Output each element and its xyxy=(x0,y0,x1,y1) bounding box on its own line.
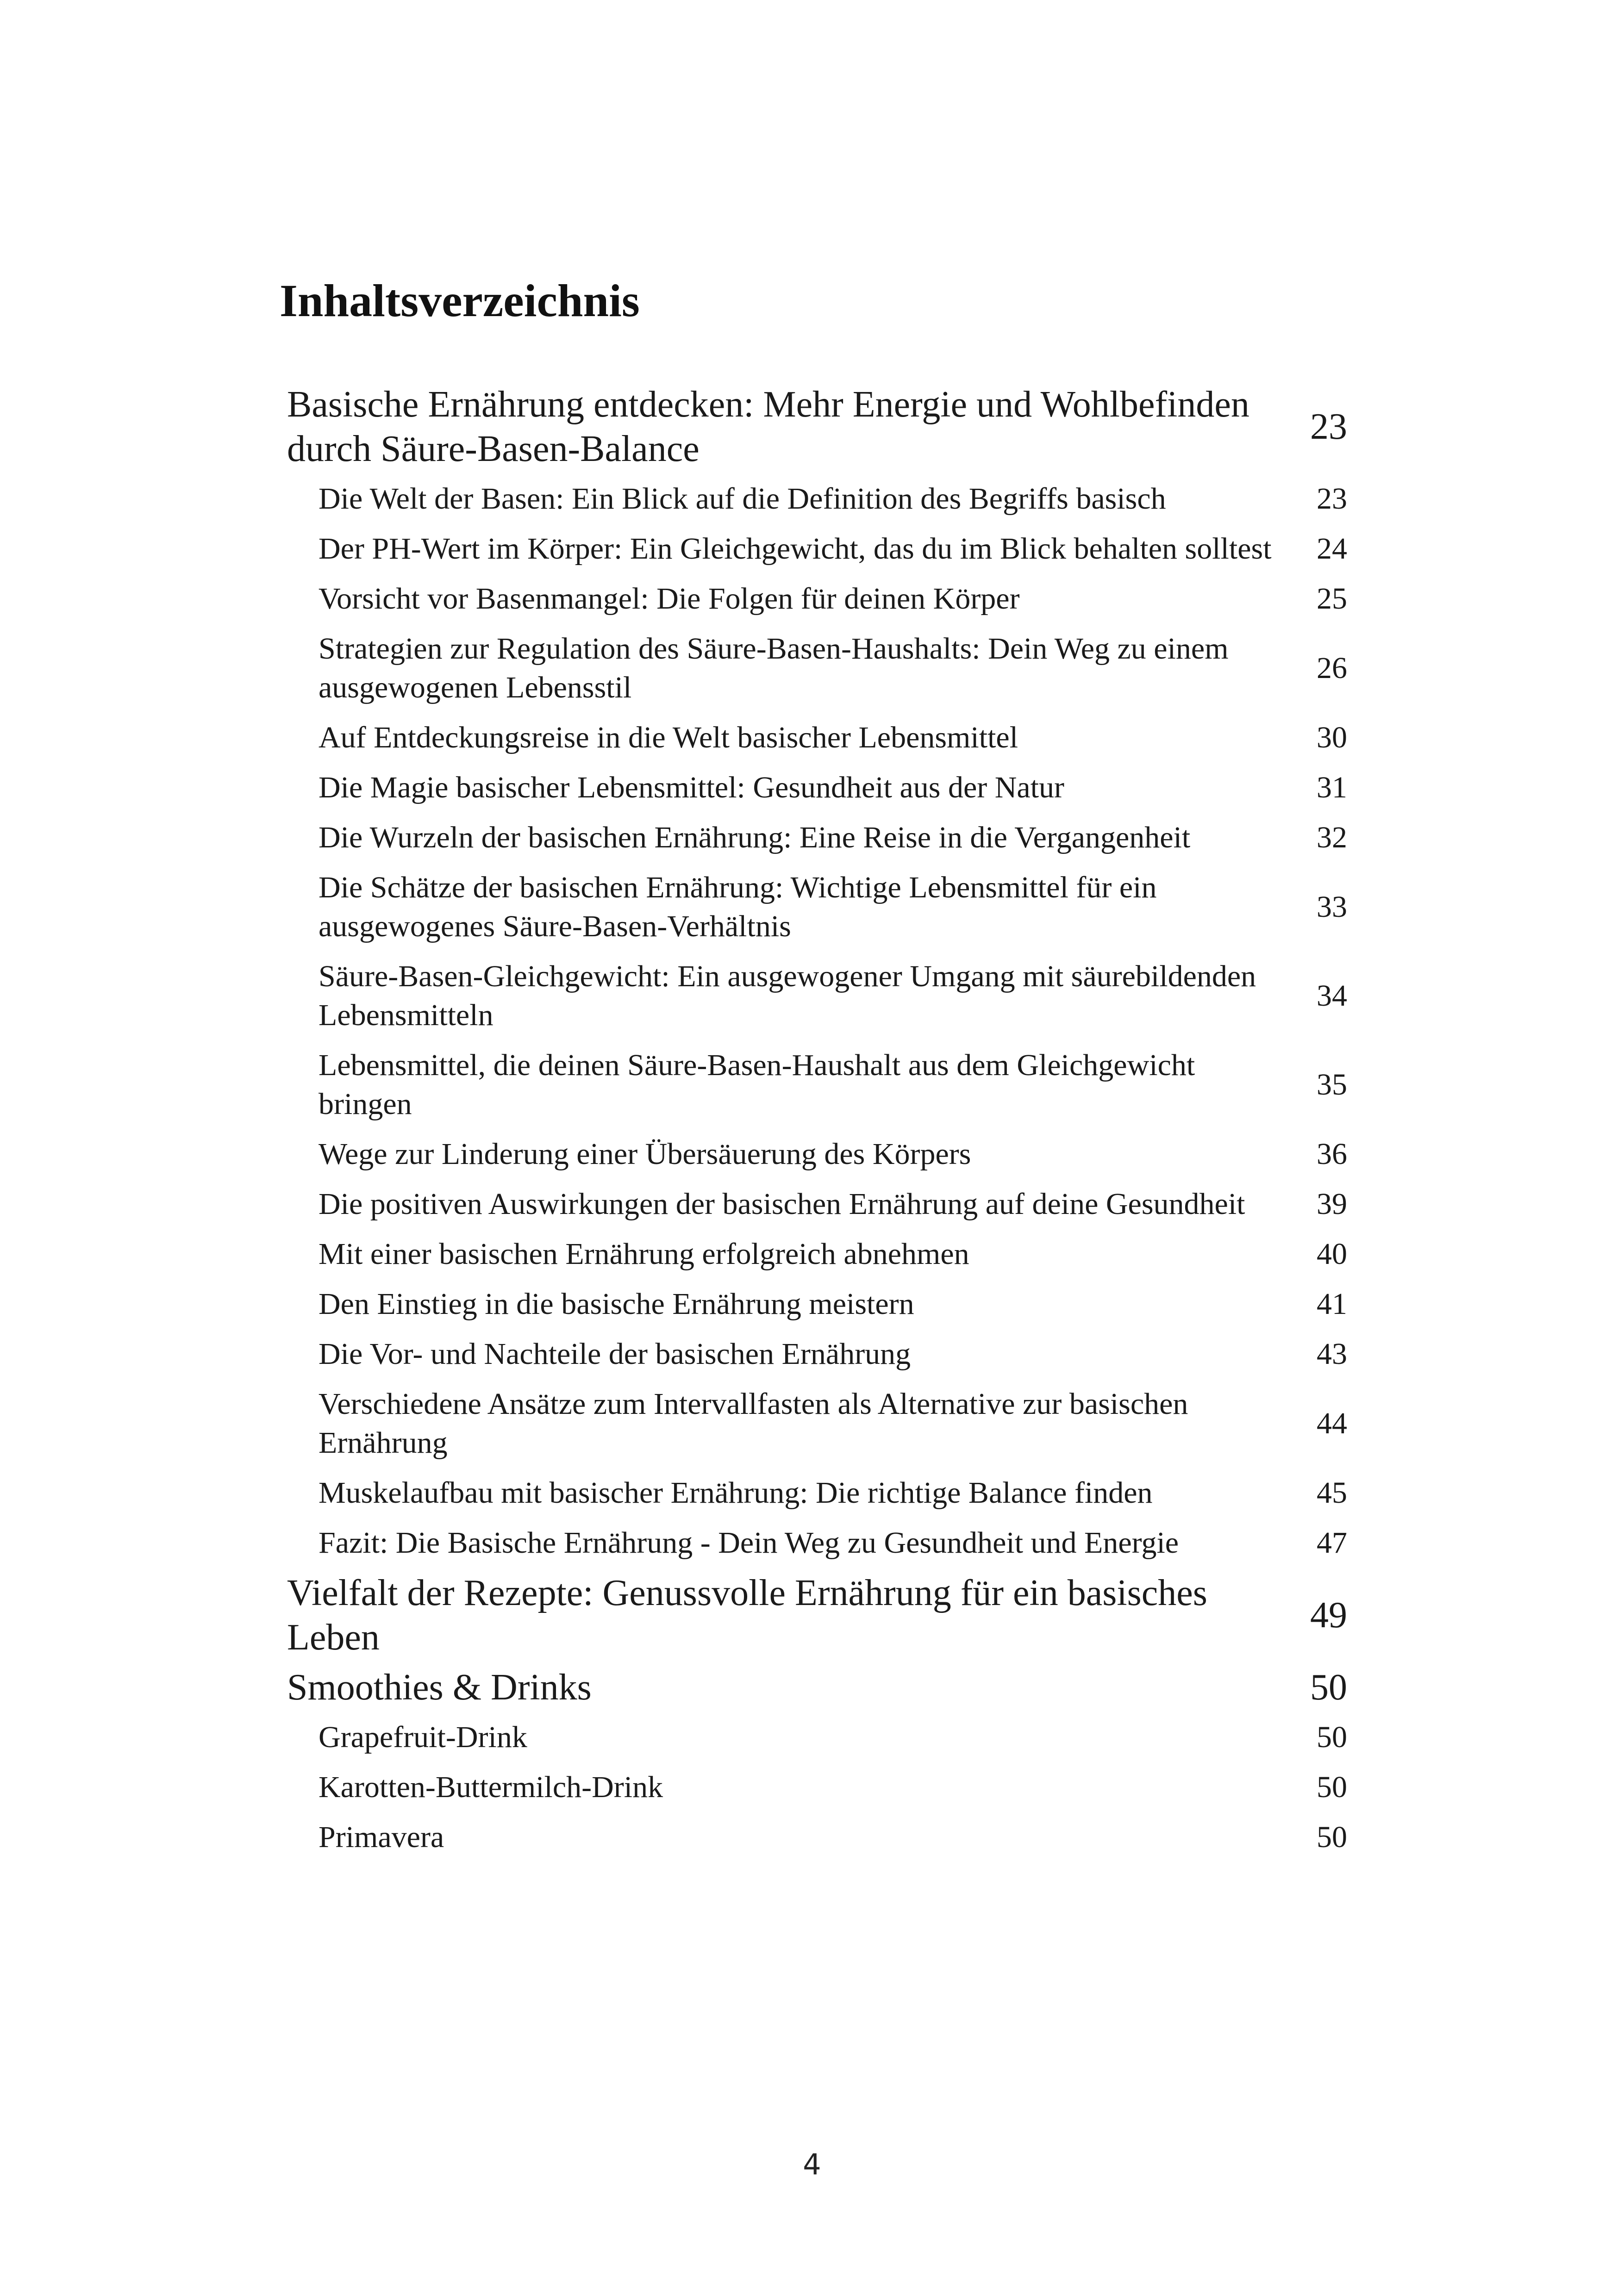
toc-entry-page: 44 xyxy=(1317,1406,1347,1440)
toc-entry-section[interactable] xyxy=(287,1518,1347,1568)
toc-entry-chapter[interactable] xyxy=(287,380,1347,474)
toc-entry-page: 35 xyxy=(1317,1068,1347,1101)
toc-entry-title: Die Schätze der basischen Ernährung: Wichtige Lebensmittel für ein ausgewogenes Säure-Basen-Verhältnis xyxy=(319,871,1157,943)
toc-entry-title: Vielfalt der Rezepte: Genussvolle Ernährung für ein basisches Leben xyxy=(287,1573,1207,1658)
toc-entry-page: 50 xyxy=(1317,1820,1347,1854)
toc-entry-title: Karotten-Buttermilch-Drink xyxy=(319,1770,663,1804)
toc-entry-page: 23 xyxy=(1310,406,1347,447)
toc-entry-page: 34 xyxy=(1317,979,1347,1013)
toc-entry-chapter[interactable] xyxy=(287,1568,1347,1662)
toc-entry-section[interactable] xyxy=(287,1129,1347,1179)
toc-entry-title: Wege zur Linderung einer Übersäuerung des Körpers xyxy=(319,1137,971,1171)
toc-entry-title: Mit einer basischen Ernährung erfolgreich abnehmen xyxy=(319,1237,969,1271)
toc-entry-page: 50 xyxy=(1310,1667,1347,1708)
toc-entry-section[interactable] xyxy=(287,624,1347,713)
toc-entry-section[interactable] xyxy=(287,1812,1347,1862)
toc-entry-page: 41 xyxy=(1317,1287,1347,1321)
toc-entry-section[interactable] xyxy=(287,713,1347,763)
toc-entry-title: Auf Entdeckungsreise in die Welt basischer Lebensmittel xyxy=(319,721,1018,754)
toc-entry-title: Basische Ernährung entdecken: Mehr Energie und Wohlbefinden durch Säure-Basen-Balance xyxy=(287,384,1249,469)
toc-entry-title: Säure-Basen-Gleichgewicht: Ein ausgewogener Umgang mit säurebildenden Lebensmitteln xyxy=(319,959,1256,1032)
toc-entry-title: Smoothies & Drinks xyxy=(287,1667,592,1708)
toc-entry-title: Die Vor- und Nachteile der basischen Ernährung xyxy=(319,1337,911,1371)
toc-entry-section[interactable] xyxy=(287,1229,1347,1279)
toc-entry-title: Vorsicht vor Basenmangel: Die Folgen für deinen Körper xyxy=(319,582,1020,616)
toc-entry-section[interactable] xyxy=(287,1279,1347,1329)
toc-entry-title: Primavera xyxy=(319,1820,444,1854)
toc-entry-page: 32 xyxy=(1317,821,1347,854)
toc-entry-section[interactable] xyxy=(287,863,1347,952)
toc-entry-section[interactable] xyxy=(287,1762,1347,1812)
toc-entry-section[interactable] xyxy=(287,813,1347,863)
toc-entry-section[interactable] xyxy=(287,1040,1347,1129)
toc-entry-title: Die Magie basischer Lebensmittel: Gesundheit aus der Natur xyxy=(319,771,1065,804)
toc-entry-page: 33 xyxy=(1317,890,1347,924)
toc-entry-page: 30 xyxy=(1317,721,1347,754)
toc-entry-section[interactable] xyxy=(287,952,1347,1040)
toc-entry-title: Verschiedene Ansätze zum Intervallfasten als Alternative zur basischen Ernährung xyxy=(319,1387,1188,1460)
toc-entry-title: Die Welt der Basen: Ein Blick auf die Definition des Begriffs basisch xyxy=(319,482,1166,516)
toc-entry-page: 47 xyxy=(1317,1526,1347,1560)
toc-entry-title: Muskelaufbau mit basischer Ernährung: Die richtige Balance finden xyxy=(319,1476,1153,1510)
toc-entry-title: Der PH-Wert im Körper: Ein Gleichgewicht, das du im Blick behalten solltest xyxy=(319,532,1272,566)
toc-entry-section[interactable] xyxy=(287,1179,1347,1229)
toc-entry-chapter[interactable] xyxy=(287,1662,1347,1712)
toc-entry-page: 43 xyxy=(1317,1337,1347,1371)
toc-entry-page: 49 xyxy=(1310,1595,1347,1636)
toc-entry-title: Grapefruit-Drink xyxy=(319,1720,527,1754)
toc-entry-section[interactable] xyxy=(287,1329,1347,1379)
toc-entry-title: Den Einstieg in die basische Ernährung meistern xyxy=(319,1287,914,1321)
toc-entry-page: 31 xyxy=(1317,771,1347,804)
toc-entry-section[interactable] xyxy=(287,763,1347,813)
toc-entry-page: 24 xyxy=(1317,532,1347,566)
toc-entry-page: 40 xyxy=(1317,1237,1347,1271)
toc-entry-title: Fazit: Die Basische Ernährung - Dein Weg zu Gesundheit und Energie xyxy=(319,1526,1179,1560)
toc-entry-page: 39 xyxy=(1317,1187,1347,1221)
toc-entry-section[interactable] xyxy=(287,1379,1347,1468)
toc-entry-section[interactable] xyxy=(287,524,1347,574)
toc-entry-page: 50 xyxy=(1317,1720,1347,1754)
toc-entry-title: Lebensmittel, die deinen Säure-Basen-Haushalt aus dem Gleichgewicht bringen xyxy=(319,1048,1195,1121)
toc-entry-page: 25 xyxy=(1317,582,1347,616)
table-of-contents xyxy=(287,380,1347,1862)
page-number: 4 xyxy=(803,2147,821,2181)
toc-entry-page: 36 xyxy=(1317,1137,1347,1171)
toc-entry-section[interactable] xyxy=(287,1468,1347,1518)
toc-entry-page: 26 xyxy=(1317,651,1347,685)
toc-entry-section[interactable] xyxy=(287,1712,1347,1762)
toc-entry-title: Die Wurzeln der basischen Ernährung: Eine Reise in die Vergangenheit xyxy=(319,821,1191,854)
toc-entry-section[interactable] xyxy=(287,574,1347,624)
toc-entry-page: 50 xyxy=(1317,1770,1347,1804)
toc-entry-title: Strategien zur Regulation des Säure-Basen-Haushalts: Dein Weg zu einem ausgewogenen Lebensstil xyxy=(319,632,1229,704)
toc-entry-page: 23 xyxy=(1317,482,1347,516)
page-title: Inhaltsverzeichnis xyxy=(280,275,640,326)
toc-entry-page: 45 xyxy=(1317,1476,1347,1510)
toc-entry-section[interactable] xyxy=(287,474,1347,524)
toc-entry-title: Die positiven Auswirkungen der basischen Ernährung auf deine Gesundheit xyxy=(319,1187,1245,1221)
